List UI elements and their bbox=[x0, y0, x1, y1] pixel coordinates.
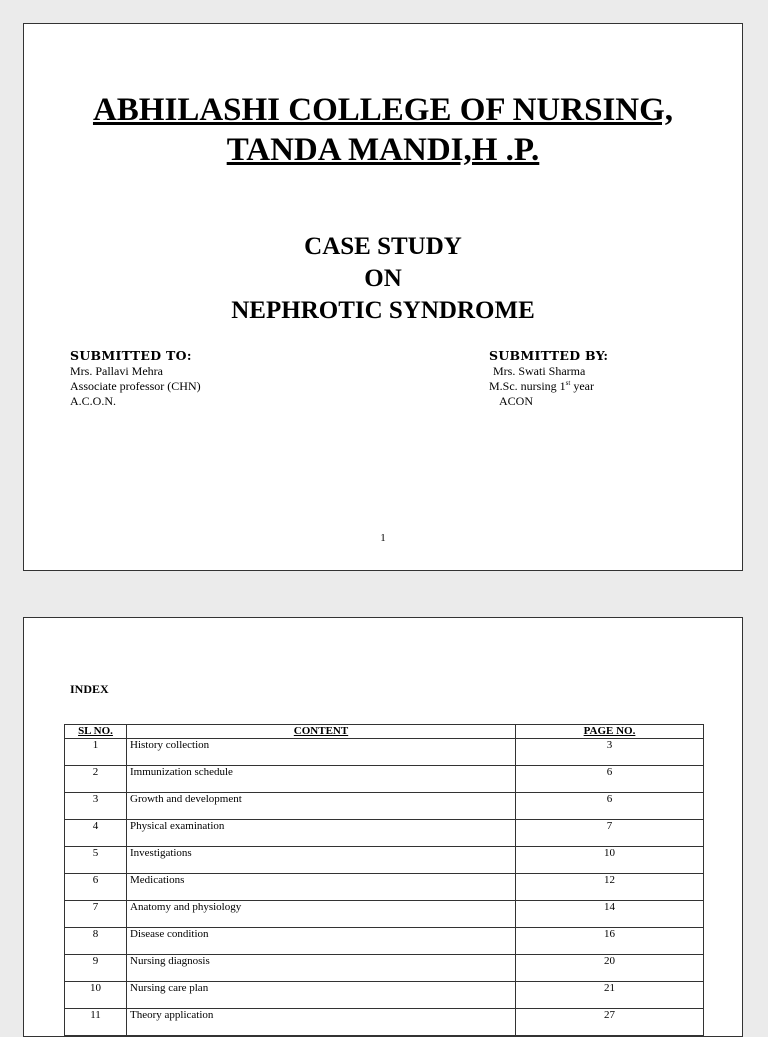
cell-sl-no: 9 bbox=[65, 955, 127, 982]
submitted-to-heading: SUBMITTED TO: bbox=[70, 348, 192, 363]
submitted-to-designation: Associate professor (CHN) bbox=[70, 379, 201, 393]
cell-sl-no: 10 bbox=[65, 982, 127, 1009]
cell-sl-no: 3 bbox=[65, 793, 127, 820]
case-study-line-3: NEPHROTIC SYNDROME bbox=[231, 297, 535, 324]
cell-content: Nursing diagnosis bbox=[127, 955, 516, 982]
submitted-by-institution: ACON bbox=[499, 394, 534, 408]
table-row bbox=[65, 739, 704, 766]
cell-content: Disease condition bbox=[127, 928, 516, 955]
college-name-line-1: ABHILASHI COLLEGE OF NURSING, bbox=[92, 92, 674, 128]
table-row bbox=[65, 793, 704, 820]
cell-content: Medications bbox=[127, 874, 516, 901]
case-study-line-2: ON bbox=[364, 265, 402, 292]
submitted-to-name: Mrs. Pallavi Mehra bbox=[70, 364, 163, 378]
case-study-title bbox=[24, 231, 742, 327]
index-page bbox=[23, 617, 743, 1037]
cell-sl-no: 5 bbox=[65, 847, 127, 874]
cell-content: Theory application bbox=[127, 1009, 516, 1036]
cell-sl-no: 7 bbox=[65, 901, 127, 928]
submitted-to-block bbox=[70, 348, 201, 409]
index-table bbox=[64, 724, 704, 1036]
table-row bbox=[65, 982, 704, 1009]
college-name bbox=[24, 90, 742, 170]
cell-page-no: 6 bbox=[516, 766, 704, 793]
table-row bbox=[65, 1009, 704, 1036]
cell-page-no: 12 bbox=[516, 874, 704, 901]
cell-page-no: 20 bbox=[516, 955, 704, 982]
cell-sl-no: 1 bbox=[65, 739, 127, 766]
cell-sl-no: 8 bbox=[65, 928, 127, 955]
page-number: 1 bbox=[380, 532, 386, 544]
course-suffix: year bbox=[570, 379, 594, 393]
index-header-row bbox=[65, 725, 704, 739]
table-row bbox=[65, 874, 704, 901]
cell-page-no: 7 bbox=[516, 820, 704, 847]
cell-sl-no: 11 bbox=[65, 1009, 127, 1036]
submitted-by-course bbox=[489, 379, 608, 394]
cell-sl-no: 4 bbox=[65, 820, 127, 847]
course-prefix: M.Sc. nursing 1 bbox=[489, 379, 566, 393]
header-page-no: PAGE NO. bbox=[516, 725, 704, 739]
table-row bbox=[65, 820, 704, 847]
header-content: CONTENT bbox=[127, 725, 516, 739]
cell-sl-no: 2 bbox=[65, 766, 127, 793]
cell-page-no: 27 bbox=[516, 1009, 704, 1036]
table-row bbox=[65, 847, 704, 874]
cell-sl-no: 6 bbox=[65, 874, 127, 901]
index-title: INDEX bbox=[70, 682, 109, 696]
cell-page-no: 21 bbox=[516, 982, 704, 1009]
cell-page-no: 14 bbox=[516, 901, 704, 928]
header-sl-no: SL NO. bbox=[65, 725, 127, 739]
submitted-by-block bbox=[489, 348, 608, 409]
submitted-to-institution: A.C.O.N. bbox=[70, 394, 117, 408]
college-name-line-2: TANDA MANDI,H .P. bbox=[226, 132, 540, 168]
cell-content: Anatomy and physiology bbox=[127, 901, 516, 928]
cell-content: Physical examination bbox=[127, 820, 516, 847]
table-row bbox=[65, 766, 704, 793]
cover-page bbox=[23, 23, 743, 571]
cell-content: History collection bbox=[127, 739, 516, 766]
cell-page-no: 6 bbox=[516, 793, 704, 820]
table-row bbox=[65, 955, 704, 982]
submitted-by-name: Mrs. Swati Sharma bbox=[493, 364, 586, 378]
cell-content: Immunization schedule bbox=[127, 766, 516, 793]
case-study-line-1: CASE STUDY bbox=[304, 233, 462, 260]
table-row bbox=[65, 901, 704, 928]
submitted-by-heading: SUBMITTED BY: bbox=[489, 348, 609, 363]
cell-page-no: 3 bbox=[516, 739, 704, 766]
cell-page-no: 16 bbox=[516, 928, 704, 955]
course-ordinal-suffix: st bbox=[565, 379, 571, 387]
cell-content: Investigations bbox=[127, 847, 516, 874]
cell-content: Nursing care plan bbox=[127, 982, 516, 1009]
table-row bbox=[65, 928, 704, 955]
cell-content: Growth and development bbox=[127, 793, 516, 820]
cell-page-no: 10 bbox=[516, 847, 704, 874]
